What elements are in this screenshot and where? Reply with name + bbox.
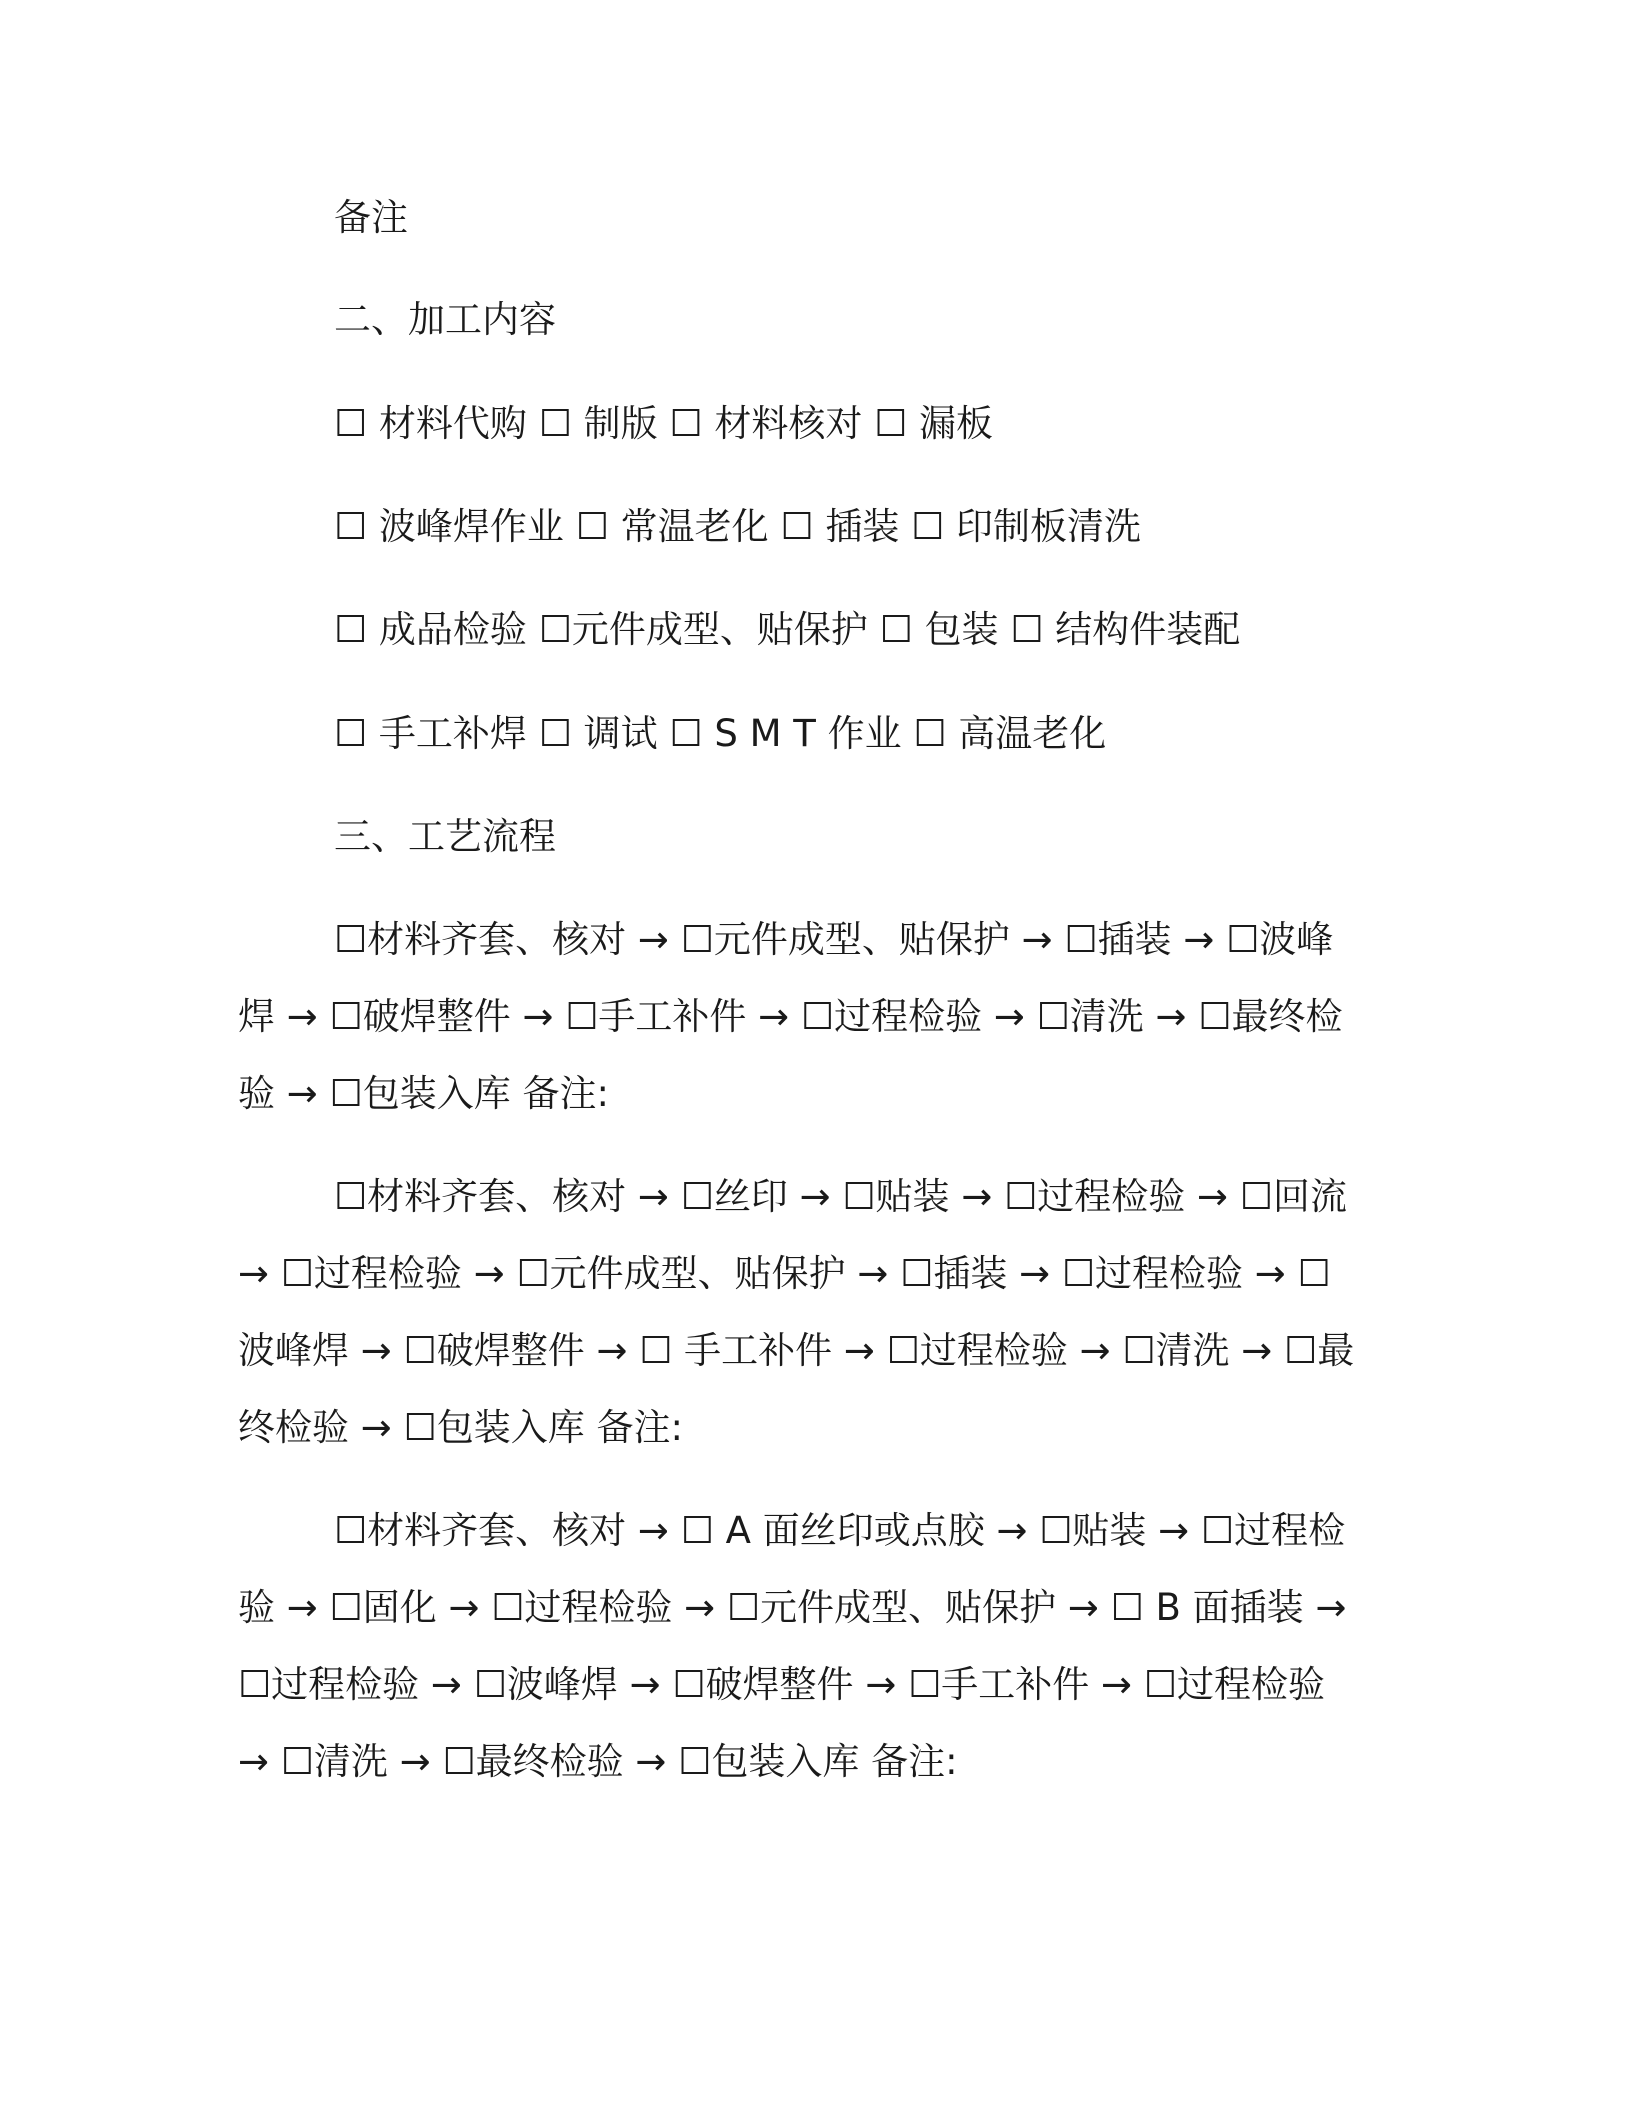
flow3-line: 验 → ☐固化 → ☐过程检验 → ☐元件成型、贴保护 → ☐ B 面插装 → — [238, 1586, 1347, 1629]
flow1-line: 焊 → ☐破焊整件 → ☐手工补件 → ☐过程检验 → ☐清洗 → ☐最终检 — [238, 995, 1343, 1038]
flow3-line: ☐过程检验 → ☐波峰焊 → ☐破焊整件 → ☐手工补件 → ☐过程检验 — [238, 1663, 1325, 1706]
processing-options-row: ☐ 成品检验 ☐元件成型、贴保护 ☐ 包装 ☐ 结构件装配 — [334, 608, 1241, 651]
processing-options-row: ☐ 波峰焊作业 ☐ 常温老化 ☐ 插装 ☐ 印制板清洗 — [334, 505, 1142, 548]
section-heading-flow: 三、工艺流程 — [334, 815, 556, 858]
flow1-line: 验 → ☐包装入库 备注: — [238, 1072, 609, 1115]
processing-options-row: ☐ 手工补焊 ☐ 调试 ☐ S M T 作业 ☐ 高温老化 — [334, 712, 1107, 755]
processing-options-row: ☐ 材料代购 ☐ 制版 ☐ 材料核对 ☐ 漏板 — [334, 402, 994, 445]
flow2-line: 终检验 → ☐包装入库 备注: — [238, 1406, 683, 1449]
section-heading-processing: 二、加工内容 — [334, 298, 556, 341]
flow2-line: → ☐过程检验 → ☐元件成型、贴保护 → ☐插装 → ☐过程检验 → ☐ — [238, 1252, 1331, 1295]
flow2-line: 波峰焊 → ☐破焊整件 → ☐ 手工补件 → ☐过程检验 → ☐清洗 → ☐最 — [238, 1329, 1355, 1372]
flow3-line: ☐材料齐套、核对 → ☐ A 面丝印或点胶 → ☐贴装 → ☐过程检 — [334, 1509, 1346, 1552]
flow3-line: → ☐清洗 → ☐最终检验 → ☐包装入库 备注: — [238, 1740, 958, 1783]
flow2-line: ☐材料齐套、核对 → ☐丝印 → ☐贴装 → ☐过程检验 → ☐回流 — [334, 1175, 1347, 1218]
flow1-line: ☐材料齐套、核对 → ☐元件成型、贴保护 → ☐插装 → ☐波峰 — [334, 918, 1334, 961]
remark-label: 备注 — [334, 196, 408, 239]
